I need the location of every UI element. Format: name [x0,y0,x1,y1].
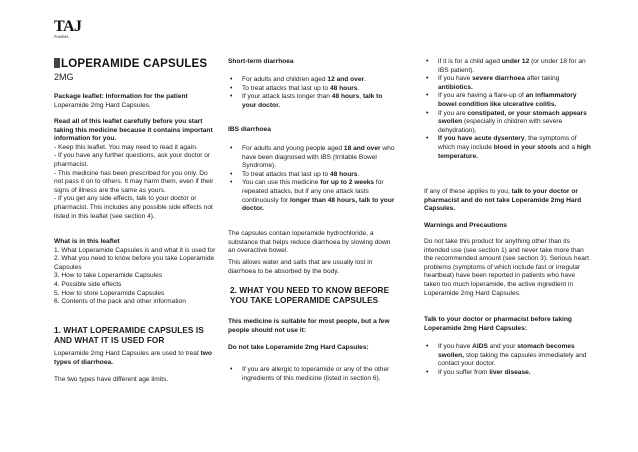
list-item: • If you are allergic to loperamide or any of the other ingredients of this medicine (listed in section 6). [228,366,396,383]
leaflet-product: Loperamide 2mg Hard Capsules. [54,101,151,109]
leaflet-info [54,93,216,110]
any-apply-text: If any of these applies to you, talk to your doctor or pharmacist and do not take Loperamide 2mg Hard Capsules. [424,188,582,213]
page-title [54,58,207,71]
read-carefully [54,118,216,221]
talk-before-text: Talk to your doctor or pharmacist before taking Loperamide 2mg Hard Capsules: [424,316,572,332]
precaution-list [424,343,592,377]
list-item: • You can use this medicine for up to 2 weeks for repeated attacks, but if any one attack lasts continuously for longer than 48 hours, talk to your doctor. [228,179,396,213]
list-item: • If you are constipated, or your stomach appears swollen (especially in children with severe dehydration). [424,110,592,136]
short-term-list [228,76,396,110]
section-2-heading: 2. WHAT YOU NEED TO KNOW BEFORE YOU TAKE LOPERAMIDE CAPSULES [230,286,390,306]
leaflet-heading: Package leaflet: Information for the patient [54,93,188,100]
contents-heading: What is in this leaflet [54,238,120,245]
read-intro: Read all of this leaflet carefully before you start taking this medicine because it contains important information for you. [54,118,213,143]
contraindication-list [424,58,592,161]
list-item: • If your attack lasts longer than 48 hours, talk to your doctor. [228,93,396,110]
list-item: • For adults and young people aged 18 and over who have been diagnosed with IBS (Irritable Bowel Syndrome). [228,145,396,171]
contents-item: 5. How to store Loperamide Capsules [54,289,165,297]
types-text: The two types have different age limits. [54,376,169,383]
list-item: • if it is for a child aged under 12 (or under 18 for an IBS patient). [424,58,592,75]
leaflet-contents [54,238,216,307]
title-marker [54,58,60,68]
allows-text: This allows water and salts that are usually lost in diarrhoea to be absorbed by the body. [228,259,373,275]
do-not-take-heading: Do not take Loperamide 2mg Hard Capsules: [228,344,369,351]
warnings-heading: Warnings and Precautions [424,222,507,229]
list-item: • If you have AIDS and your stomach becomes swollen, stop taking the capsules immediately and contact your doctor. [424,343,592,369]
read-point: - This medicine has been prescribed for you only. Do not pass it on to others. It may harm them, even if their signs of illness are the same as yours. [54,169,214,194]
list-item: • If you have severe diarrhoea after taking antibiotics. [424,75,592,92]
section-1-text: Loperamide 2mg Hard Capsules are used to treat two types of diarrhoea. [54,350,212,366]
short-term-heading: Short-term diarrhoea [228,58,294,65]
do-not-take-list [228,366,396,383]
ibs-heading: IBS diarrhoea [228,126,271,133]
ibs-list [228,145,396,214]
contains-text: The capsules contain loperamide hydrochloride, a substance that helps reduce diarrhoea by slowing down an overactive bowel. [228,230,391,255]
warnings-text: Do not take this product for anything other than its intended use (see section 1) and never take more than the recommended amount (see section 3). Serious heart problems (symptoms of which include fast or irregular heartbeat) have been reported in patients who have taken too much loperamide, the active ingredient in Loperamide 2mg Hard Capsules. [424,238,589,297]
contents-item: 1. What Loperamide Capsules is and what it is used for [54,246,216,254]
title-text: LOPERAMIDE CAPSULES [61,58,208,70]
logo-subtext: PHARMA [54,35,69,39]
list-item: • To treat attacks that last up to 48 hours. [228,171,396,180]
list-item: • For adults and children aged 12 and over. [228,76,396,85]
read-point: - If you have any further questions, ask your doctor or pharmacist. [54,152,211,168]
list-item: • If you are having a flare-up of an inflammatory bowel condition like ulcerative colitis. [424,92,592,109]
list-item: • To treat attacks that last up to 48 hours. [228,85,396,94]
taj-logo [54,20,80,42]
contents-item: 3. How to take Loperamide Capsules [54,272,163,280]
not-suitable-text: This medicine is suitable for most people, but a few people should not use it: [228,318,390,334]
strength-label: 2MG [54,72,74,82]
contents-item: 6. Contents of the pack and other information [54,298,186,306]
contents-item: 2. What you need to know before you take Loperamide Capsules [54,255,215,271]
read-point: - Keep this leaflet. You may need to read it again. [54,143,198,151]
list-item: • If you have acute dysentery, the symptoms of which may include blood in your stools and a high temperature. [424,135,592,161]
read-point: - If you get any side effects, talk to your doctor or pharmacist. This includes any possible side effects not listed in this leaflet (see section 4). [54,195,213,220]
logo-text: TAJ [54,18,82,35]
contents-item: 4. Possible side effects [54,280,122,288]
section-1-heading: 1. WHAT LOPERAMIDE CAPSULES IS AND WHAT IT IS USED FOR [54,326,204,346]
list-item: • If you suffer from liver disease. [424,369,592,378]
